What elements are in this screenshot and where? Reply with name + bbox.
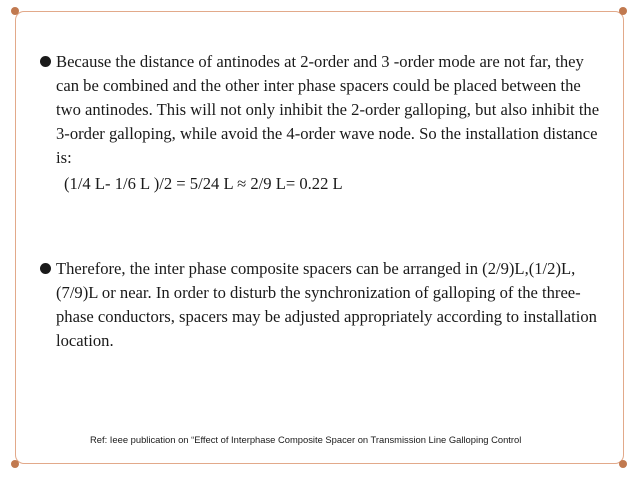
bullet-text: Therefore, the inter phase composite spacers can be arranged in (2/9)L,(1/2)L,(7/9)L or near. In order to disturb the synchronization of galloping of the three-phase conductors, spacers may be adjusted appropriately according to installation location. bbox=[56, 259, 597, 350]
corner-dot-icon bbox=[619, 7, 627, 15]
bullet-icon bbox=[40, 263, 51, 274]
spacer bbox=[40, 196, 600, 257]
corner-dot-icon bbox=[11, 7, 19, 15]
bullet-text: Because the distance of antinodes at 2-order and 3 -order mode are not far, they can be combined and the other inter phase spacers could be placed between the two antinodes. This will not only inhibit the 2-order galloping, but also inhibit the 3-order galloping, while avoid the 4-order wave node. So the installation distance is: bbox=[56, 52, 600, 167]
bullet-item bbox=[40, 257, 600, 353]
slide-body bbox=[40, 50, 600, 353]
bullet-icon bbox=[40, 56, 51, 67]
corner-dot-icon bbox=[619, 460, 627, 468]
corner-dot-icon bbox=[11, 460, 19, 468]
reference-note: Ref: Ieee publication on “Effect of Interphase Composite Spacer on Transmission Line Galloping Control bbox=[90, 434, 522, 445]
formula: (1/4 L- 1/6 L )/2 = 5/24 L ≈ 2/9 L= 0.22 L bbox=[64, 174, 343, 193]
bullet-item bbox=[40, 50, 600, 170]
